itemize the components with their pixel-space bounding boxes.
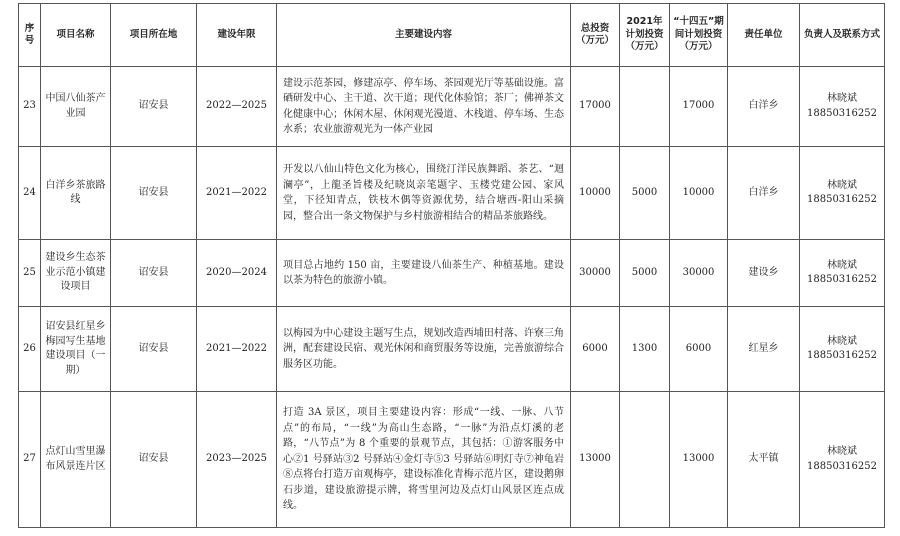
header-location: 项目所在地 — [111, 4, 197, 67]
cell-plan2021 — [620, 392, 670, 528]
cell-person — [800, 240, 885, 307]
cell-plan145: 13000 — [670, 392, 728, 528]
header-total-investment: 总投资（万元） — [571, 4, 620, 67]
cell-unit: 太平镇 — [728, 392, 800, 528]
cell-seq: 26 — [19, 307, 41, 392]
cell-total: 6000 — [571, 307, 620, 392]
cell-total: 10000 — [571, 147, 620, 240]
cell-name: 建设乡生态茶业示范小镇建设项目 — [41, 240, 111, 307]
person-phone: 18850316252 — [807, 107, 877, 119]
cell-unit: 建设乡 — [728, 240, 800, 307]
header-unit: 责任单位 — [728, 4, 800, 67]
cell-period: 2021—2022 — [197, 147, 277, 240]
cell-name: 诏安县红星乡梅园写生基地建设项目（一期） — [41, 307, 111, 392]
cell-unit: 白洋乡 — [728, 147, 800, 240]
header-period: 建设年限 — [197, 4, 277, 67]
person-phone: 18850316252 — [807, 194, 877, 205]
header-name: 项目名称 — [41, 4, 111, 67]
cell-plan2021 — [620, 67, 670, 147]
cell-plan145: 30000 — [670, 240, 728, 307]
person-name: 林晓斌 — [827, 259, 857, 271]
table-row — [19, 147, 885, 240]
header-seq: 序号 — [19, 4, 41, 67]
cell-period: 2022—2025 — [197, 67, 277, 147]
header-row — [19, 4, 885, 67]
header-person: 负责人及联系方式 — [800, 4, 885, 67]
table-row — [19, 67, 885, 147]
cell-name: 白洋乡茶旅路线 — [41, 147, 111, 240]
project-table — [18, 3, 885, 528]
person-phone: 18850316252 — [807, 350, 877, 361]
cell-unit: 红星乡 — [728, 307, 800, 392]
person-phone: 18850316252 — [807, 460, 877, 472]
header-14th-plan: “十四五”期间计划投资（万元） — [670, 4, 728, 67]
cell-plan2021: 1300 — [620, 307, 670, 392]
table-row — [19, 307, 885, 392]
cell-content: 以梅园为中心建设主题写生点，规划改造西埔田村落、许寮三角洲，配套建设民宿、观光休闲和商贸服务等设施，完善旅游综合服务区功能。 — [277, 307, 571, 392]
table-row — [19, 392, 885, 528]
cell-plan145: 17000 — [670, 67, 728, 147]
cell-period: 2021—2022 — [197, 307, 277, 392]
cell-location: 诏安县 — [111, 240, 197, 307]
person-name: 林晓斌 — [827, 93, 857, 104]
cell-total: 13000 — [571, 392, 620, 528]
person-phone: 18850316252 — [807, 274, 877, 285]
cell-plan145: 6000 — [670, 307, 728, 392]
header-2021-plan: 2021年计划投资（万元） — [620, 4, 670, 67]
cell-name: 中国八仙茶产业园 — [41, 67, 111, 147]
person-name: 林晓斌 — [827, 179, 857, 191]
cell-location: 诏安县 — [111, 67, 197, 147]
project-table-sheet — [18, 3, 884, 528]
cell-name: 点灯山雪里瀑布风景连片区 — [41, 392, 111, 528]
cell-content: 项目总占地约 150 亩，主要建设八仙茶生产、种植基地。建设以茶为特色的旅游小镇。 — [277, 240, 571, 307]
cell-location: 诏安县 — [111, 392, 197, 528]
cell-plan2021: 5000 — [620, 147, 670, 240]
cell-location: 诏安县 — [111, 307, 197, 392]
cell-seq: 23 — [19, 67, 41, 147]
cell-seq: 24 — [19, 147, 41, 240]
cell-total: 17000 — [571, 67, 620, 147]
cell-person — [800, 147, 885, 240]
cell-person — [800, 392, 885, 528]
cell-total: 30000 — [571, 240, 620, 307]
cell-content: 开发以八仙山特色文化为核心，围绕汀洋民族舞蹈、茶艺、“迴澜亭”，上龍圣旨楼及纪晓岚亲笔题字、玉楼党建公园、家风堂，下径知青点，铁枝木偶等资源优势，结合塘西-阳山采摘园，整合出一条文物保护与乡村旅游相结合的精品茶旅路线。 — [277, 147, 571, 240]
cell-unit: 白洋乡 — [728, 67, 800, 147]
cell-seq: 27 — [19, 392, 41, 528]
person-name: 林晓斌 — [827, 446, 857, 457]
cell-seq: 25 — [19, 240, 41, 307]
cell-period: 2023—2025 — [197, 392, 277, 528]
cell-content: 打造 3A 景区，项目主要建设内容：形成“一线、一脉、八节点”的布局，“一线”为高山生态路，“一脉”为沿点灯溪的老路，“八节点”为 8 个重要的景观节点，其包括：①游客服务中心②1 号驿站③2 号驿站④金灯寺⑤3 号驿站⑥明灯寺⑦神龟岩⑧点将台打造万亩观梅亭，建设标准化青梅示范片区，建设鹅卵石步道，建设旅游提示牌，将雪里河边及点灯山风景区连点成线。 — [277, 392, 571, 528]
cell-location: 诏安县 — [111, 147, 197, 240]
cell-content: 建设示范茶园，修建凉亭、停车场、茶园观光厅等基础设施。富硒研发中心、主干道、次干道；现代化体验馆；茶厂；佛禅茶文化健康中心；休闲木屋、休闲观光漫道、木栈道、停车场、生态水系；农业旅游观光为一体产业园 — [277, 67, 571, 147]
cell-period: 2020—2024 — [197, 240, 277, 307]
table-row — [19, 240, 885, 307]
cell-person — [800, 67, 885, 147]
person-name: 林晓斌 — [827, 335, 857, 347]
cell-plan145: 10000 — [670, 147, 728, 240]
cell-person — [800, 307, 885, 392]
cell-plan2021: 5000 — [620, 240, 670, 307]
header-content: 主要建设内容 — [277, 4, 571, 67]
